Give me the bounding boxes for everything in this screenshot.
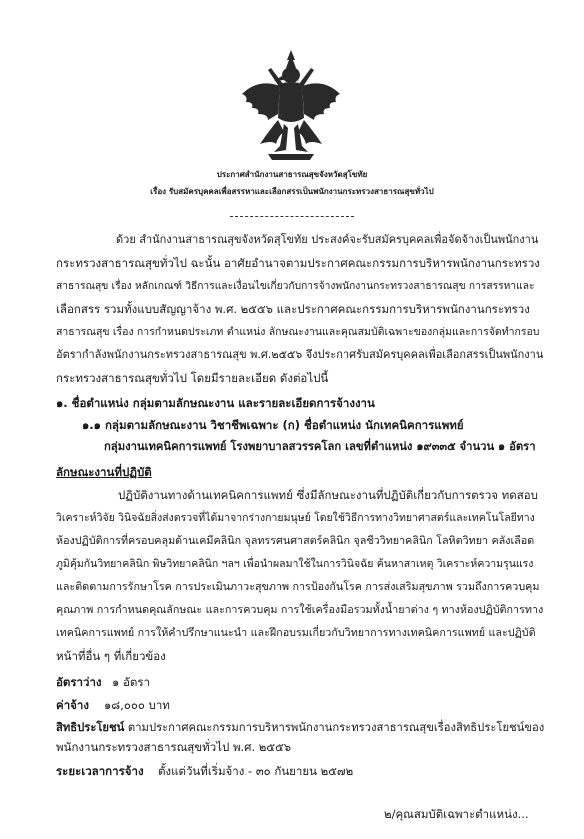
duties-line: ภูมิคุ้มกันวิทยาคลินิก พิษวิทยาคลินิก ฯลฯ เพื่อนำผลมาใช้ในการวินิจฉัย ค้นหาสาเหตุ วิเคราะห์ความรุนแรง <box>56 558 534 570</box>
duties-line: วิเคราะห์วิจัย วินิจฉัยสิ่งส่งตรวจที่ได้มาจากร่างกายมนุษย์ โดยใช้วิธีการทางวิทยาศาสตร์และเทคโนโลยีทาง <box>56 512 535 524</box>
benefits-line-2: พนักงานกระทรวงสาธารณสุขทั่วไป พ.ศ. ๒๕๕๖ <box>56 740 292 754</box>
continued-footer: ๒/คุณสมบัติเฉพาะตำแหน่ง... <box>384 807 529 821</box>
wage-label: ค่าจ้าง <box>56 698 89 712</box>
announcement-subject: เรื่อง รับสมัครบุคคลเพื่อสรรหาและเลือกสรรเป็นพนักงานกระทรวงสาธารณสุขทั่วไป <box>150 187 434 196</box>
intro-line: ด้วย สำนักงานสาธารณสุขจังหวัดสุโขทัย ประสงค์จะรับสมัครบุคคลเพื่อจัดจ้างเป็นพนักงาน <box>116 233 539 246</box>
duties-line: คุณภาพ การกำหนดคุณลักษณะ และการควบคุม การใช้เครื่องมือรวมทั้งน้ำยาต่าง ๆ ทางห้องปฏิบัติการทาง <box>56 603 544 616</box>
title-divider <box>230 216 354 217</box>
benefits-text: ตามประกาศคณะกรรมการบริหารพนักงานกระทรวงสาธารณสุขเรื่องสิทธิประโยชน์ของ <box>124 721 545 734</box>
vacancy-value: ๑ อัตรา <box>112 675 150 689</box>
vacancy-label: อัตราว่าง <box>56 675 102 689</box>
duties-line: และติดตามการรักษาโรค การประเมินภาวะสุขภาพ การป้องกันโรค การส่งเสริมสุขภาพ รวมถึงการควบคุม <box>56 580 540 593</box>
position-line-2: กลุ่มงานเทคนิคการแพทย์ โรงพยาบาลสวรรคโลก เลขที่ตำแหน่ง ๑๙๓๓๕ จำนวน ๑ อัตรา <box>104 440 536 453</box>
garuda-emblem-icon <box>238 48 344 166</box>
intro-line: เลือกสรร รวมทั้งแบบสัญญาจ้าง พ.ศ. ๒๕๕๖ และประกาศคณะกรรมการบริหารพนักงานกระทรวง <box>56 302 530 316</box>
intro-line: สาธารณสุข เรื่อง หลักเกณฑ์ วิธีการและเงื่อนไขเกี่ยวกับการจ้างพนักงานกระทรวงสาธารณสุข การสรรหาและ <box>56 280 535 292</box>
duties-line: เทคนิคการแพทย์ การให้คำปรึกษาแนะนำ และฝึกอบรมเกี่ยวกับวิทยาการทางเทคนิคการแพทย์ และปฏิบัติ <box>56 626 536 639</box>
duties-line: ปฏิบัติงานทางด้านเทคนิคการแพทย์ ซึ่งมีลักษณะงานที่ปฏิบัติเกี่ยวกับการตรวจ ทดสอบ <box>118 488 538 502</box>
section-1-heading: ๑. ชื่อตำแหน่ง กลุ่มตามลักษณะงาน และรายละเอียดการจ้างงาน <box>56 396 375 410</box>
position-line-1: ๑.๑ กลุ่มตามลักษณะงาน วิชาชีพเฉพาะ (ก) ชื่อตำแหน่ง นักเทคนิคการแพทย์ <box>82 418 464 432</box>
intro-line: อัตรากำลังพนักงานกระทรวงสาธารณสุข พ.ศ.๒๕๕๖ จึงประกาศรับสมัครบุคคลเพื่อเลือกสรรเป็นพนักงาน <box>56 348 544 361</box>
wage-value: ๑๘,๐๐๐ บาท <box>104 698 170 712</box>
intro-line: กระทรวงสาธารณสุขทั่วไป โดยมีรายละเอียด ดังต่อไปนี้ <box>56 371 329 385</box>
duties-heading: ลักษณะงานที่ปฏิบัติ <box>56 465 152 479</box>
announcement-title: ประกาศสำนักงานสาธารณสุขจังหวัดสุโขทัย <box>216 170 368 179</box>
intro-line: สาธารณสุข เรื่อง การกำหนดประเภท ตำแหน่ง ลักษณะงานและคุณสมบัติเฉพาะของกลุ่มและการจัดทำกรอบ <box>56 326 540 338</box>
benefits-label: สิทธิประโยชน์ <box>56 721 125 734</box>
period-label: ระยะเวลาการจ้าง <box>56 764 144 778</box>
intro-line: กระทรวงสาธารณสุขทั่วไป ฉะนั้น อาศัยอำนาจตามประกาศคณะกรรมการบริหารพนักงานกระทรวง <box>56 256 540 270</box>
duties-line: หน้าที่อื่น ๆ ที่เกี่ยวข้อง <box>56 649 166 663</box>
period-value: ตั้งแต่วันที่เริ่มจ้าง - ๓๐ กันยายน ๒๕๗๒ <box>158 764 354 778</box>
benefits-line <box>56 721 544 735</box>
duties-line: ห้องปฏิบัติการที่ครอบคลุมด้านเคมีคลินิก จุลทรรศนศาสตร์คลินิก จุลชีววิทยาคลินิก โลหิตวิทยา คลังเลือด <box>56 534 535 547</box>
